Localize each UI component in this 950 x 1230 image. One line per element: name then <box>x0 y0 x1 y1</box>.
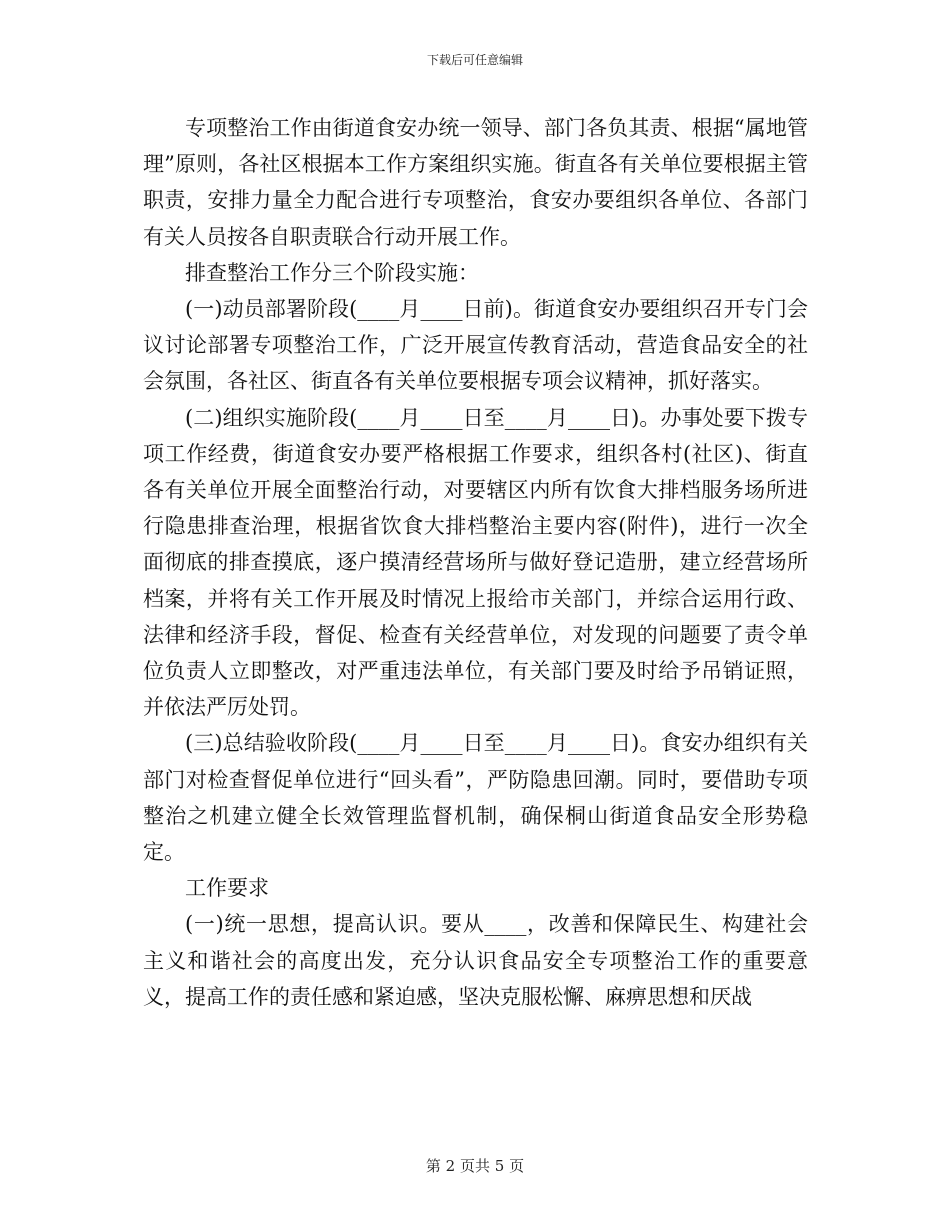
paragraph-phase-2: (二)组织实施阶段(____月____日至____月____日)。办事处要下拨专项工作经费，街道食安办要严格根据工作要求，组织各村(社区)、街直各有关单位开展全面整治行动，对要辖区内所有饮食大排档服务场所进行隐患排查治理，根据省饮食大排档整治主要内容(附件)，进行一次全面彻底的排查摸底，逐户摸清经营场所与做好登记造册，建立经营场所档案，并将有关工作开展及时情况上报给市关部门，并综合运用行政、法律和经济手段，督促、检查有关经营单位，对发现的问题要了责令单位负责人立即整改，对严重违法单位，有关部门要及时给予吊销证照，并依法严厉处罚。 <box>143 405 808 720</box>
paragraph-phases-intro: 排查整治工作分三个阶段实施： <box>185 260 479 285</box>
paragraph-phase-1: (一)动员部署阶段(____月____日前)。街道食安办要组织召开专门会议讨论部署专项整治工作，广泛开展宣传教育活动，营造食品安全的社会氛围，各社区、街直各有关单位要根据专项会议精神，抓好落实。 <box>143 297 808 394</box>
page-number: 第 2 页共 5 页 <box>425 1157 525 1175</box>
document-body <box>143 110 808 1015</box>
section-heading-requirements: 工作要求 <box>185 876 269 901</box>
paragraph-requirement-1: (一)统一思想，提高认识。要从____，改善和保障民生、构建社会主义和谐社会的高度出发，充分认识食品安全专项整治工作的重要意义，提高工作的责任感和紧迫感，坚决克服松懈、麻痹思想和厌战 <box>143 912 808 1009</box>
paragraph-phase-3: (三)总结验收阶段(____月____日至____月____日)。食安办组织有关部门对检查督促单位进行“回头看”，严防隐患回潮。同时，要借助专项整治之机建立健全长效管理监督机制，确保桐山街道食品安全形势稳定。 <box>143 731 808 865</box>
paragraph-responsibility: 专项整治工作由街道食安办统一领导、部门各负其责、根据“属地管理”原则，各社区根据本工作方案组织实施。街直各有关单位要根据主管职责，安排力量全力配合进行专项整治，食安办要组织各单位、各部门有关人员按各自职责联合行动开展工作。 <box>143 116 808 249</box>
page-header-note: 下载后可任意编辑 <box>426 53 523 67</box>
